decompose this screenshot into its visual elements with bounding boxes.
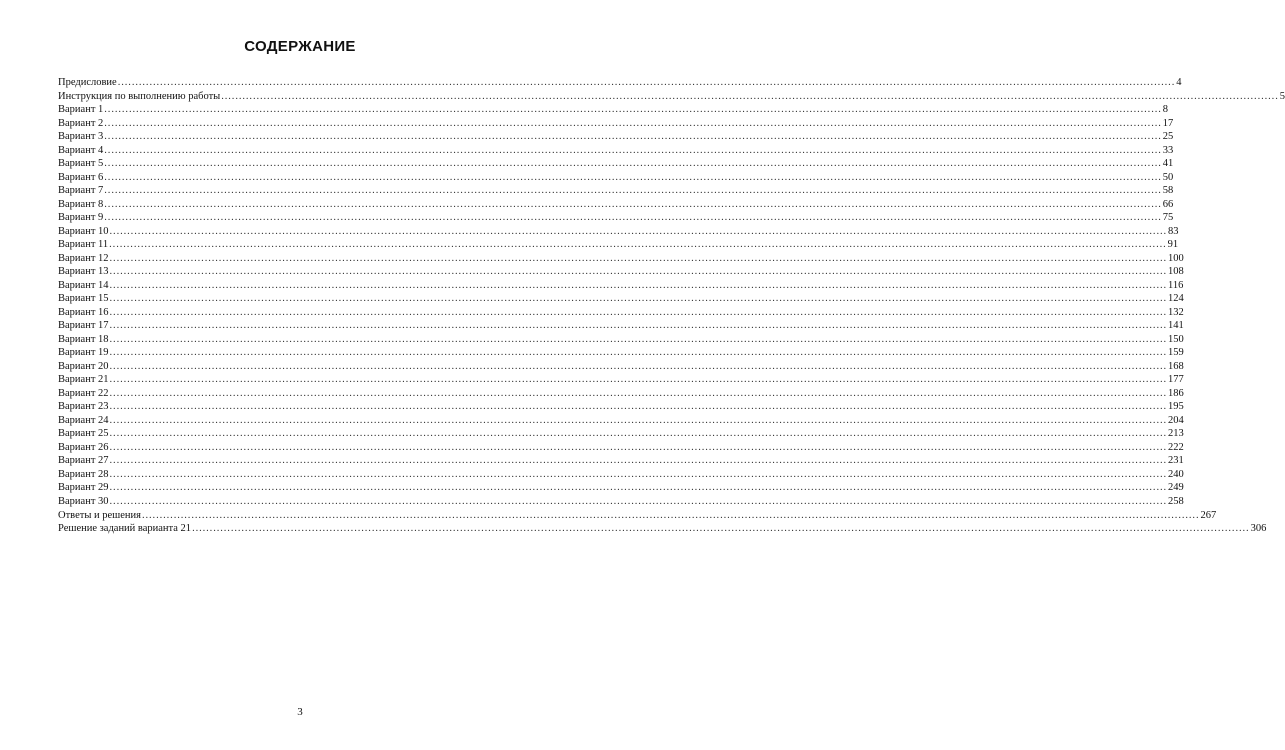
toc-entry (58, 225, 1179, 239)
dot-leader: ............................................................................................................................................................................................................................................................................................................ (104, 117, 1162, 129)
toc-entry (58, 400, 1184, 414)
toc-entry-page: 17 (1162, 117, 1174, 129)
dot-leader: ............................................................................................................................................................................................................................................................................................................ (104, 144, 1162, 156)
dot-leader: ............................................................................................................................................................................................................................................................................................................ (109, 320, 1168, 332)
dot-leader: ............................................................................................................................................................................................................................................................................................................ (109, 239, 1167, 251)
toc-entry-page: 231 (1168, 455, 1184, 467)
toc-entry (58, 346, 1184, 360)
table-of-contents (58, 76, 1285, 536)
toc-entry-page: 66 (1162, 198, 1174, 210)
dot-leader: ............................................................................................................................................................................................................................................................................................................ (109, 279, 1168, 291)
toc-entry (58, 360, 1184, 374)
toc-entry-page: 249 (1168, 482, 1184, 494)
page-title: СОДЕРЖАНИЕ (244, 38, 356, 55)
toc-entry-label: Вариант 1 (58, 104, 104, 116)
toc-entry (58, 481, 1184, 495)
toc-entry-label: Вариант 7 (58, 185, 104, 197)
dot-leader: ............................................................................................................................................................................................................................................................................................................ (104, 104, 1162, 116)
toc-entry (58, 333, 1184, 347)
toc-entry (58, 387, 1184, 401)
dot-leader: ............................................................................................................................................................................................................................................................................................................ (109, 252, 1168, 264)
toc-entry-label: Вариант 29 (58, 482, 109, 494)
dot-leader: ............................................................................................................................................................................................................................................................................................................ (104, 185, 1162, 197)
toc-entry-label: Инструкция по выполнению работы (58, 90, 221, 102)
toc-entry (58, 76, 1182, 90)
toc-entry (58, 279, 1184, 293)
toc-entry (58, 157, 1174, 171)
toc-entry-label: Вариант 30 (58, 495, 109, 507)
toc-entry (58, 252, 1184, 266)
dot-leader: ............................................................................................................................................................................................................................................................................................................ (109, 374, 1168, 386)
toc-entry-label: Вариант 19 (58, 347, 109, 359)
dot-leader: ............................................................................................................................................................................................................................................................................................................ (109, 360, 1168, 372)
toc-entry (58, 373, 1184, 387)
toc-entry-page: 75 (1162, 212, 1174, 224)
toc-entry (58, 509, 1217, 523)
toc-entry-page: 25 (1162, 131, 1174, 143)
dot-leader: ............................................................................................................................................................................................................................................................................................................ (109, 482, 1168, 494)
toc-entry-label: Вариант 22 (58, 387, 109, 399)
toc-entry-page: 124 (1168, 293, 1184, 305)
toc-entry-page: 116 (1168, 279, 1184, 291)
dot-leader: ............................................................................................................................................................................................................................................................................................................ (109, 266, 1168, 278)
dot-leader: ............................................................................................................................................................................................................................................................................................................ (109, 347, 1168, 359)
page-number: 3 (297, 706, 303, 718)
toc-entry-page: 91 (1167, 239, 1179, 251)
dot-leader: ............................................................................................................................................................................................................................................................................................................ (109, 306, 1168, 318)
toc-entry-label: Вариант 17 (58, 320, 109, 332)
toc-entry-label: Вариант 3 (58, 131, 104, 143)
toc-entry-label: Вариант 6 (58, 171, 104, 183)
toc-entry (58, 184, 1174, 198)
dot-leader: ............................................................................................................................................................................................................................................................................................................ (109, 468, 1168, 480)
toc-entry-page: 58 (1162, 185, 1174, 197)
toc-entry (58, 211, 1174, 225)
toc-entry-label: Вариант 5 (58, 158, 104, 170)
toc-entry-label: Вариант 9 (58, 212, 104, 224)
toc-entry (58, 306, 1184, 320)
toc-entry-page: 240 (1168, 468, 1184, 480)
toc-entry-label: Вариант 23 (58, 401, 109, 413)
toc-entry-page: 267 (1200, 509, 1217, 521)
toc-entry-page: 222 (1168, 441, 1184, 453)
toc-entry-label: Вариант 8 (58, 198, 104, 210)
dot-leader: ............................................................................................................................................................................................................................................................................................................ (109, 414, 1168, 426)
dot-leader: ............................................................................................................................................................................................................................................................................................................ (192, 523, 1250, 535)
dot-leader: ............................................................................................................................................................................................................................................................................................................ (221, 90, 1279, 102)
toc-entry-page: 5 (1279, 90, 1285, 102)
toc-entry-label: Вариант 15 (58, 293, 109, 305)
toc-entry-page: 306 (1250, 523, 1267, 535)
toc-entry-page: 168 (1168, 360, 1184, 372)
toc-entry-label: Вариант 10 (58, 225, 109, 237)
toc-entry (58, 130, 1174, 144)
toc-entry-label: Вариант 26 (58, 441, 109, 453)
toc-entry-page: 33 (1162, 144, 1174, 156)
toc-entry-page: 204 (1168, 414, 1184, 426)
toc-entry-page: 41 (1162, 158, 1174, 170)
toc-entry-page: 83 (1168, 225, 1179, 237)
dot-leader: ............................................................................................................................................................................................................................................................................................................ (141, 509, 1200, 521)
dot-leader: ............................................................................................................................................................................................................................................................................................................ (109, 401, 1168, 413)
toc-entry (58, 144, 1174, 158)
dot-leader: ............................................................................................................................................................................................................................................................................................................ (109, 441, 1168, 453)
toc-entry-label: Вариант 20 (58, 360, 109, 372)
toc-entry (58, 468, 1184, 482)
toc-entry (58, 414, 1184, 428)
dot-leader: ............................................................................................................................................................................................................................................................................................................ (109, 495, 1168, 507)
toc-entry (58, 522, 1267, 536)
toc-entry-label: Вариант 13 (58, 266, 109, 278)
toc-entry-page: 4 (1176, 77, 1182, 88)
toc-entry-page: 108 (1168, 266, 1184, 278)
toc-entry (58, 117, 1174, 131)
toc-entry-page: 100 (1168, 252, 1184, 264)
dot-leader: ............................................................................................................................................................................................................................................................................................................ (109, 387, 1168, 399)
toc-entry-page: 50 (1162, 171, 1174, 183)
toc-entry-label: Вариант 16 (58, 306, 109, 318)
dot-leader: ............................................................................................................................................................................................................................................................................................................ (104, 131, 1162, 143)
toc-entry-page: 150 (1168, 333, 1184, 345)
dot-leader: ............................................................................................................................................................................................................................................................................................................ (109, 455, 1168, 467)
toc-entry-label: Вариант 4 (58, 144, 104, 156)
toc-entry (58, 441, 1184, 455)
toc-entry-page: 258 (1168, 495, 1184, 507)
dot-leader: ............................................................................................................................................................................................................................................................................................................ (109, 293, 1168, 305)
toc-entry (58, 495, 1184, 509)
toc-entry (58, 427, 1184, 441)
toc-entry-label: Вариант 2 (58, 117, 104, 129)
toc-entry-label: Вариант 27 (58, 455, 109, 467)
toc-entry-label: Вариант 25 (58, 428, 109, 440)
toc-entry-label: Вариант 18 (58, 333, 109, 345)
toc-entry-label: Предисловие (58, 77, 117, 88)
dot-leader: ............................................................................................................................................................................................................................................................................................................ (109, 428, 1168, 440)
toc-entry-page: 8 (1162, 104, 1169, 116)
dot-leader: ............................................................................................................................................................................................................................................................................................................ (104, 198, 1162, 210)
toc-entry (58, 265, 1184, 279)
toc-entry (58, 90, 1285, 104)
toc-entry (58, 103, 1169, 117)
dot-leader: ............................................................................................................................................................................................................................................................................................................ (104, 171, 1162, 183)
toc-entry-label: Ответы и решения (58, 509, 141, 521)
toc-entry-page: 177 (1168, 374, 1184, 386)
toc-entry-page: 186 (1168, 387, 1184, 399)
toc-entry-label: Вариант 11 (58, 239, 109, 251)
toc-entry-label: Вариант 12 (58, 252, 109, 264)
dot-leader: ............................................................................................................................................................................................................................................................................................................ (104, 212, 1162, 224)
toc-entry-page: 159 (1168, 347, 1184, 359)
toc-entry (58, 238, 1179, 252)
dot-leader: ............................................................................................................................................................................................................................................................................................................ (104, 158, 1162, 170)
dot-leader: ............................................................................................................................................................................................................................................................................................................ (109, 333, 1168, 345)
toc-entry-label: Вариант 28 (58, 468, 109, 480)
toc-entry (58, 171, 1174, 185)
toc-entry (58, 292, 1184, 306)
toc-entry-page: 132 (1168, 306, 1184, 318)
toc-entry-page: 141 (1168, 320, 1184, 332)
dot-leader: ............................................................................................................................................................................................................................................................................................................ (117, 77, 1176, 88)
toc-entry-label: Вариант 21 (58, 374, 109, 386)
toc-entry-page: 213 (1168, 428, 1184, 440)
toc-entry-label: Вариант 14 (58, 279, 109, 291)
toc-entry (58, 319, 1184, 333)
toc-entry (58, 454, 1184, 468)
toc-entry (58, 198, 1174, 212)
toc-entry-page: 195 (1168, 401, 1184, 413)
dot-leader: ............................................................................................................................................................................................................................................................................................................ (109, 225, 1168, 237)
toc-entry-label: Вариант 24 (58, 414, 109, 426)
toc-entry-label: Решение заданий варианта 21 (58, 523, 192, 535)
